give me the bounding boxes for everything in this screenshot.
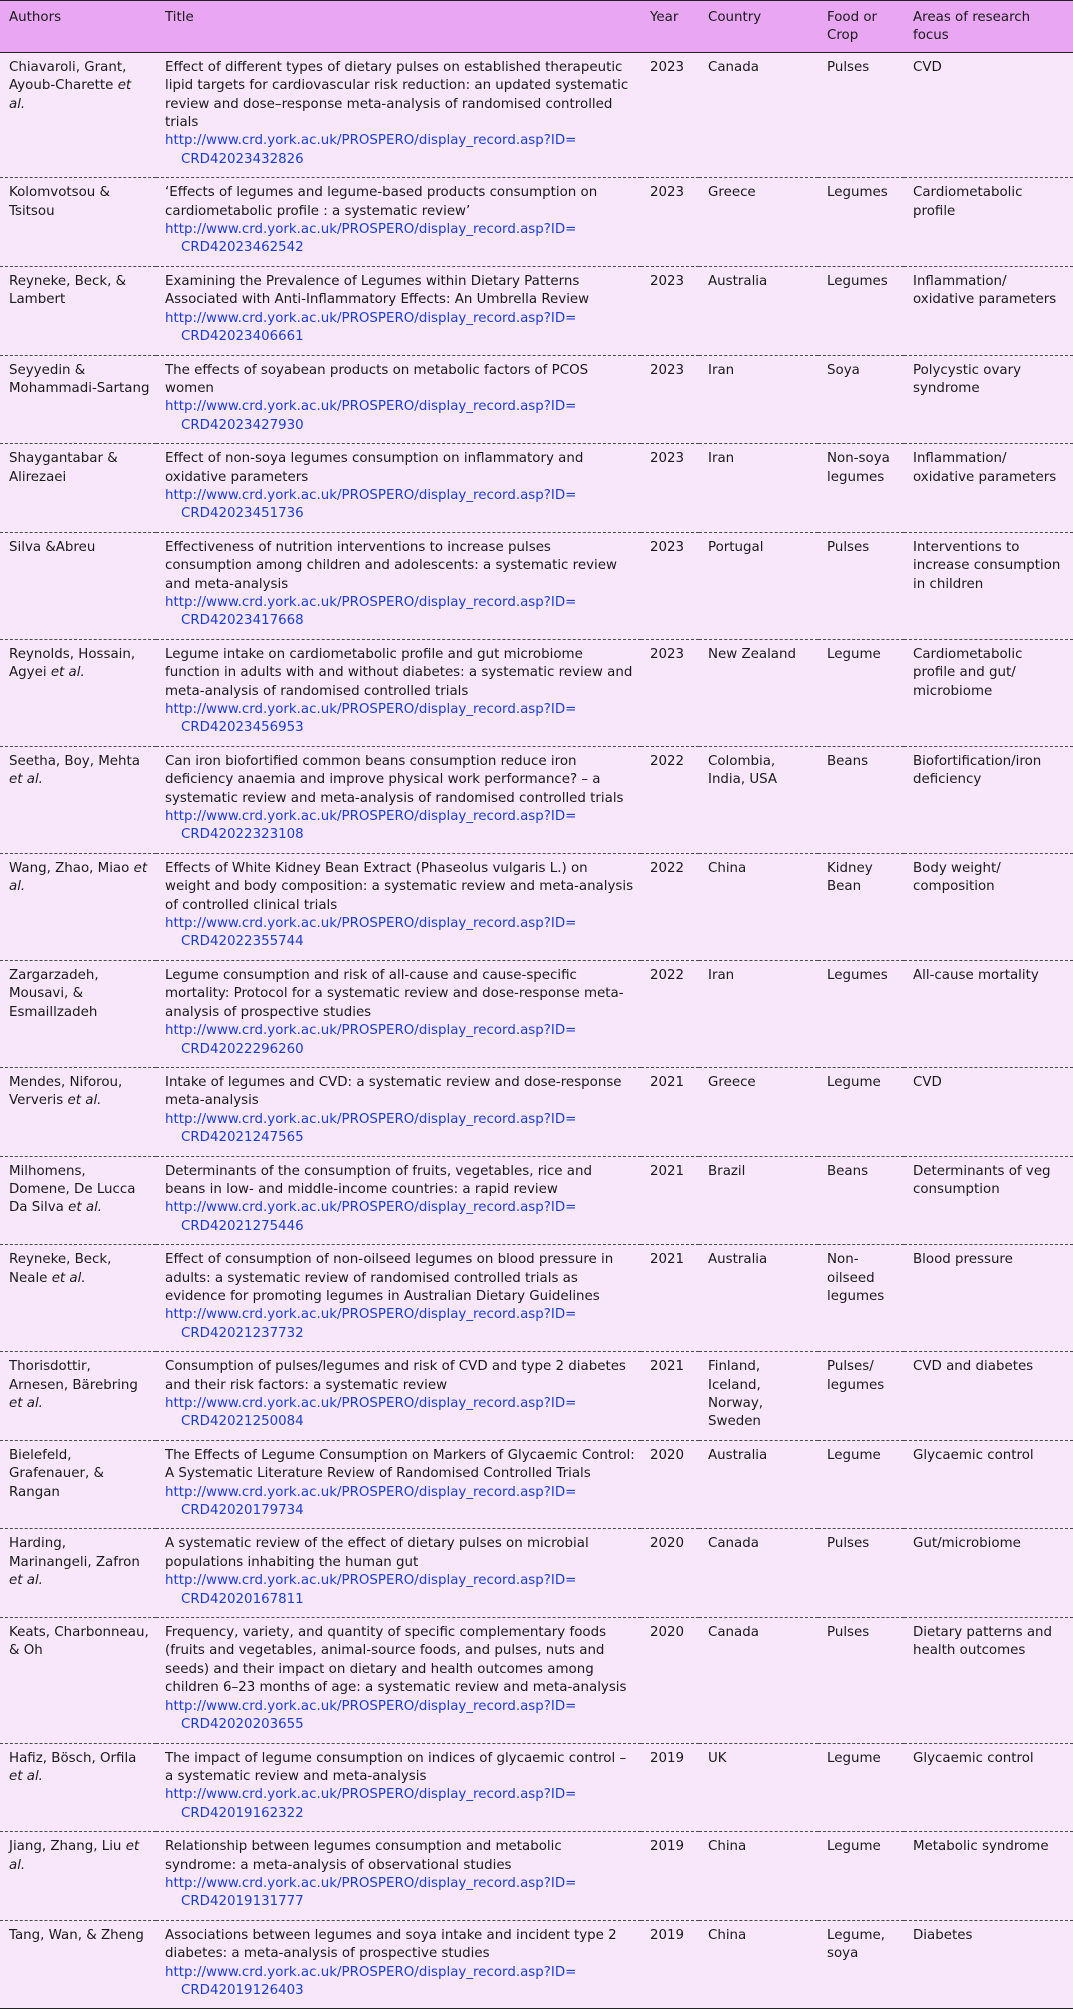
cell-authors — [0, 1618, 156, 1743]
prospero-link-id: CRD42019131777 — [181, 1894, 304, 1910]
et-al-text: et al. — [68, 1200, 103, 1216]
cell-country: Greece — [699, 1067, 818, 1156]
prospero-link[interactable] — [165, 808, 635, 845]
table-row — [0, 1529, 1073, 1618]
prospero-link[interactable] — [165, 1395, 635, 1432]
cell-title — [156, 355, 641, 444]
authors-text: Reyneke, Beck, & Lambert — [9, 273, 127, 308]
prospero-link-id: CRD42022296260 — [181, 1041, 304, 1057]
cell-food-or-crop: Pulses — [818, 1618, 904, 1743]
prospero-link-id: CRD42021247565 — [181, 1130, 304, 1146]
cell-year: 2021 — [641, 1156, 699, 1245]
prospero-link-url: http://www.crd.york.ac.uk/PROSPERO/display_record.asp?ID= — [165, 702, 577, 717]
cell-country: Portugal — [699, 532, 818, 639]
cell-title — [156, 1832, 641, 1921]
prospero-link-id: CRD42023406661 — [181, 329, 304, 345]
cell-year: 2022 — [641, 853, 699, 960]
cell-title — [156, 532, 641, 639]
authors-text: Hafiz, Bösch, Orfila — [9, 1750, 137, 1766]
cell-research-focus: Metabolic syndrome — [904, 1832, 1073, 1921]
cell-title — [156, 1156, 641, 1245]
cell-title — [156, 1529, 641, 1618]
table-row — [0, 52, 1073, 177]
cell-authors — [0, 1440, 156, 1529]
cell-country: New Zealand — [699, 639, 818, 746]
prospero-link-url: http://www.crd.york.ac.uk/PROSPERO/display_record.asp?ID= — [165, 916, 577, 932]
cell-research-focus: Gut/microbiome — [904, 1529, 1073, 1618]
cell-title — [156, 444, 641, 533]
authors-text: Keats, Charbonneau, & Oh — [9, 1625, 149, 1659]
cell-country: Canada — [699, 52, 818, 177]
prospero-link-id: CRD42022323108 — [181, 827, 304, 843]
prospero-link[interactable] — [165, 1572, 635, 1609]
cell-year: 2021 — [641, 1352, 699, 1441]
prospero-link[interactable] — [165, 1875, 635, 1912]
authors-text: Bielefeld, Grafenauer, & Rangan — [9, 1447, 104, 1500]
prospero-link-url: http://www.crd.york.ac.uk/PROSPERO/display_record.asp?ID= — [165, 133, 577, 149]
title-text: The impact of legume consumption on indices of glycaemic control – a systematic review and meta-analysis — [165, 1750, 627, 1784]
cell-food-or-crop: Pulses — [818, 1529, 904, 1618]
cell-food-or-crop: Legumes — [818, 266, 904, 355]
authors-text: Reynolds, Hossain, Agyei — [9, 646, 136, 681]
prospero-link-id: CRD42023432826 — [181, 151, 304, 167]
prospero-link-url: http://www.crd.york.ac.uk/PROSPERO/display_record.asp?ID= — [165, 594, 577, 610]
cell-research-focus: Polycystic ovary syndrome — [904, 355, 1073, 444]
cell-research-focus: All-cause mortality — [904, 960, 1073, 1067]
cell-authors — [0, 1529, 156, 1618]
prospero-link-url: http://www.crd.york.ac.uk/PROSPERO/display_record.asp?ID= — [165, 399, 577, 415]
cell-authors — [0, 1245, 156, 1352]
prospero-link-id: CRD42020203655 — [181, 1717, 304, 1733]
cell-country: Greece — [699, 178, 818, 267]
table-row — [0, 1440, 1073, 1529]
table-row — [0, 1245, 1073, 1352]
cell-research-focus: Biofortification/iron deficiency — [904, 746, 1073, 853]
cell-research-focus: Dietary patterns and health outcomes — [904, 1618, 1073, 1743]
header-title: Title — [165, 10, 194, 25]
authors-text: Chiavaroli, Grant, Ayoub-Charette — [9, 59, 127, 94]
prospero-link-url: http://www.crd.york.ac.uk/PROSPERO/display_record.asp?ID= — [165, 310, 577, 326]
cell-food-or-crop: Legumes — [818, 178, 904, 267]
title-text: Effects of White Kidney Bean Extract (Phaseolus vulgaris L.) on weight and body composition: a systematic review and meta-analysis of controlled clinical trials — [165, 860, 634, 913]
cell-food-or-crop: Kidney Bean — [818, 853, 904, 960]
prospero-link-id: CRD42020167811 — [181, 1591, 304, 1607]
prospero-link[interactable] — [165, 1698, 635, 1735]
prospero-link[interactable] — [165, 1964, 635, 2001]
cell-country: China — [699, 1832, 818, 1921]
prospero-link-id: CRD42023451736 — [181, 506, 304, 522]
authors-text: Jiang, Zhang, Liu — [9, 1839, 122, 1855]
header-authors: Authors — [9, 10, 62, 25]
cell-year: 2023 — [641, 444, 699, 533]
authors-text: Tang, Wan, & Zheng — [9, 1927, 144, 1943]
prospero-link-url: http://www.crd.york.ac.uk/PROSPERO/display_record.asp?ID= — [165, 1484, 577, 1500]
cell-year: 2022 — [641, 746, 699, 853]
title-text: Consumption of pulses/legumes and risk of CVD and type 2 diabetes and their risk factors: a systematic review — [165, 1359, 626, 1393]
cell-title — [156, 960, 641, 1067]
authors-text: Zargarzadeh, Mousavi, & Esmaillzadeh — [9, 967, 99, 1020]
cell-title — [156, 1440, 641, 1529]
authors-text: Reyneke, Beck, Neale — [9, 1252, 112, 1286]
prospero-link-id: CRD42022355744 — [181, 934, 304, 950]
cell-research-focus: Glycaemic control — [904, 1743, 1073, 1832]
cell-country: Australia — [699, 266, 818, 355]
table-row — [0, 1920, 1073, 2009]
prospero-link-id: CRD42021237732 — [181, 1325, 304, 1341]
cell-title — [156, 1920, 641, 2009]
cell-authors — [0, 1920, 156, 2009]
authors-text: Silva &Abreu — [9, 539, 96, 555]
table-row — [0, 444, 1073, 533]
prospero-link[interactable] — [165, 594, 635, 631]
cell-country: China — [699, 1920, 818, 2009]
cell-authors — [0, 1156, 156, 1245]
authors-text: Shaygantabar & Alirezaei — [9, 451, 118, 485]
cell-research-focus: Inflammation/ oxidative parameters — [904, 444, 1073, 533]
cell-research-focus: CVD — [904, 1067, 1073, 1156]
prospero-link[interactable] — [165, 1484, 635, 1521]
prospero-link-id: CRD42023427930 — [181, 417, 304, 433]
cell-year: 2023 — [641, 266, 699, 355]
cell-authors — [0, 532, 156, 639]
title-text: Associations between legumes and soya intake and incident type 2 diabetes: a meta-analysis of prospective studies — [165, 1927, 617, 1962]
cell-year: 2022 — [641, 960, 699, 1067]
et-al-text: et al. — [67, 1093, 102, 1109]
cell-food-or-crop: Legume — [818, 1832, 904, 1921]
prospero-link[interactable] — [165, 1111, 635, 1148]
cell-food-or-crop: Legume — [818, 1743, 904, 1832]
cell-country: Iran — [699, 355, 818, 444]
cell-authors — [0, 1352, 156, 1441]
cell-food-or-crop: Pulses/ legumes — [818, 1352, 904, 1441]
cell-authors — [0, 355, 156, 444]
cell-year: 2023 — [641, 355, 699, 444]
cell-authors — [0, 1067, 156, 1156]
prospero-link-url: http://www.crd.york.ac.uk/PROSPERO/display_record.asp?ID= — [165, 1111, 577, 1127]
header-food-or-crop: Food or Crop — [827, 10, 878, 44]
prospero-link-url: http://www.crd.york.ac.uk/PROSPERO/display_record.asp?ID= — [165, 1698, 577, 1714]
cell-title — [156, 1618, 641, 1743]
header-research-focus: Areas of research focus — [913, 10, 1031, 44]
et-al-text: et al. — [51, 1270, 86, 1286]
table-header — [0, 1, 1073, 53]
prospero-link[interactable] — [165, 487, 635, 524]
table-row — [0, 960, 1073, 1067]
prospero-link-url: http://www.crd.york.ac.uk/PROSPERO/display_record.asp?ID= — [165, 1396, 577, 1411]
title-text: Effectiveness of nutrition interventions to increase pulses consumption among children and adolescents: a systematic review and meta-analysis — [165, 539, 617, 592]
cell-year: 2023 — [641, 178, 699, 267]
et-al-text: et al. — [9, 1768, 43, 1784]
cell-food-or-crop: Legume, soya — [818, 1920, 904, 2009]
title-text: The Effects of Legume Consumption on Markers of Glycaemic Control: A Systematic Literature Review of Randomised Controlled Trials — [165, 1447, 635, 1482]
prospero-link-id: CRD42020179734 — [181, 1503, 304, 1519]
cell-food-or-crop: Beans — [818, 1156, 904, 1245]
cell-food-or-crop: Pulses — [818, 532, 904, 639]
cell-authors — [0, 266, 156, 355]
cell-year: 2019 — [641, 1743, 699, 1832]
cell-year: 2019 — [641, 1920, 699, 2009]
prospero-link-id: CRD42023417668 — [181, 613, 304, 629]
cell-research-focus: Blood pressure — [904, 1245, 1073, 1352]
cell-food-or-crop: Legumes — [818, 960, 904, 1067]
prospero-link[interactable] — [165, 1786, 635, 1823]
cell-title — [156, 853, 641, 960]
cell-year: 2019 — [641, 1832, 699, 1921]
et-al-text: et al. — [9, 1396, 43, 1411]
cell-research-focus: Diabetes — [904, 1920, 1073, 2009]
prospero-link-id: CRD42021275446 — [181, 1218, 304, 1234]
header-year: Year — [650, 10, 679, 25]
cell-title — [156, 1743, 641, 1832]
authors-text: Seyyedin & Mohammadi-Sartang — [9, 362, 150, 396]
et-al-text: et al. — [9, 1839, 140, 1873]
authors-text: Kolomvotsou & Tsitsou — [9, 185, 110, 219]
prospero-link-id: CRD42021250084 — [181, 1414, 304, 1430]
title-text: Legume intake on cardiometabolic profile and gut microbiome function in adults with and without diabetes: a systematic review and meta-analysis of randomised controlled trials — [165, 646, 633, 699]
table-row — [0, 1618, 1073, 1743]
cell-authors — [0, 853, 156, 960]
cell-research-focus: Inflammation/ oxidative parameters — [904, 266, 1073, 355]
prospero-link-id: CRD42019162322 — [181, 1805, 304, 1821]
title-text: ‘Effects of legumes and legume-based products consumption on cardiometabolic profile : a systematic review’ — [165, 185, 598, 219]
authors-text: Harding, Marinangeli, Zafron — [9, 1536, 140, 1570]
cell-title — [156, 52, 641, 177]
cell-authors — [0, 639, 156, 746]
table-row — [0, 1156, 1073, 1245]
cell-research-focus: Interventions to increase consumption in children — [904, 532, 1073, 639]
et-al-text: et al. — [50, 665, 85, 681]
cell-year: 2023 — [641, 639, 699, 746]
table-row — [0, 853, 1073, 960]
prospero-link-id: CRD42023456953 — [181, 720, 304, 736]
cell-title — [156, 1067, 641, 1156]
cell-food-or-crop: Beans — [818, 746, 904, 853]
prospero-link-id: CRD42019126403 — [181, 1982, 304, 1998]
cell-research-focus: Body weight/ composition — [904, 853, 1073, 960]
table-row — [0, 639, 1073, 746]
cell-year: 2023 — [641, 532, 699, 639]
et-al-text: et al. — [9, 78, 132, 112]
cell-food-or-crop: Legume — [818, 639, 904, 746]
cell-food-or-crop: Pulses — [818, 52, 904, 177]
cell-authors — [0, 1743, 156, 1832]
prospero-link[interactable] — [165, 1022, 635, 1059]
cell-research-focus: Determinants of veg consumption — [904, 1156, 1073, 1245]
cell-country: Canada — [699, 1529, 818, 1618]
title-text: Effect of different types of dietary pulses on established therapeutic lipid targets for cardiovascular risk reduction: an updated systematic review and dose–response meta-analysis of randomised controlled trials — [165, 59, 629, 131]
cell-country: Australia — [699, 1440, 818, 1529]
title-text: A systematic review of the effect of dietary pulses on microbial populations inhabiting the human gut — [165, 1536, 589, 1570]
cell-country: Finland, Iceland, Norway, Sweden — [699, 1352, 818, 1441]
cell-food-or-crop: Legume — [818, 1440, 904, 1529]
authors-text: Seetha, Boy, Mehta — [9, 753, 140, 769]
prospero-link-url: http://www.crd.york.ac.uk/PROSPERO/display_record.asp?ID= — [165, 222, 577, 238]
table-row — [0, 355, 1073, 444]
cell-research-focus: Glycaemic control — [904, 1440, 1073, 1529]
table-row — [0, 1352, 1073, 1441]
table-row — [0, 266, 1073, 355]
table-row — [0, 532, 1073, 639]
cell-title — [156, 1352, 641, 1441]
cell-food-or-crop: Non-soya legumes — [818, 444, 904, 533]
cell-year: 2020 — [641, 1529, 699, 1618]
prospero-link[interactable] — [165, 1199, 635, 1236]
authors-text: Mendes, Niforou, Ververis — [9, 1074, 123, 1109]
prospero-link-url: http://www.crd.york.ac.uk/PROSPERO/display_record.asp?ID= — [165, 809, 577, 825]
prospero-link[interactable] — [165, 915, 635, 952]
prospero-link-url: http://www.crd.york.ac.uk/PROSPERO/display_record.asp?ID= — [165, 1023, 577, 1039]
cell-country: Colombia, India, USA — [699, 746, 818, 853]
cell-authors — [0, 1832, 156, 1921]
prospero-link-url: http://www.crd.york.ac.uk/PROSPERO/display_record.asp?ID= — [165, 1200, 577, 1216]
title-text: Examining the Prevalence of Legumes within Dietary Patterns Associated with Anti-Inflammatory Effects: An Umbrella Review — [165, 273, 590, 308]
table-row — [0, 1743, 1073, 1832]
cell-year: 2021 — [641, 1067, 699, 1156]
cell-year: 2023 — [641, 52, 699, 177]
prospero-link-id: CRD42023462542 — [181, 240, 304, 256]
title-text: Frequency, variety, and quantity of specific complementary foods (fruits and vegetables, animal-source foods, and pulses, nuts and seeds) and their impact on dietary and health outcomes among children 6–23 months of age: a systematic review and meta-analysis — [165, 1625, 627, 1696]
et-al-text: et al. — [9, 772, 43, 788]
cell-title — [156, 178, 641, 267]
title-text: The effects of soyabean products on metabolic factors of PCOS women — [165, 362, 589, 396]
cell-country: UK — [699, 1743, 818, 1832]
cell-title — [156, 1245, 641, 1352]
title-text: Relationship between legumes consumption and metabolic syndrome: a meta-analysis of observational studies — [165, 1839, 562, 1873]
cell-research-focus: Cardiometabolic profile and gut/ microbiome — [904, 639, 1073, 746]
prospero-link[interactable] — [165, 398, 635, 435]
table-row — [0, 1832, 1073, 1921]
cell-year: 2021 — [641, 1245, 699, 1352]
table-row — [0, 746, 1073, 853]
et-al-text: et al. — [9, 1573, 43, 1589]
table-row — [0, 1067, 1073, 1156]
cell-research-focus: CVD — [904, 52, 1073, 177]
title-text: Effect of consumption of non-oilseed legumes on blood pressure in adults: a systematic review of randomised controlled trials as evidence for promoting legumes in Australian Dietary Guidelines — [165, 1252, 614, 1304]
cell-country: Brazil — [699, 1156, 818, 1245]
cell-country: Iran — [699, 444, 818, 533]
header-country: Country — [708, 10, 762, 25]
prospero-link[interactable] — [165, 1306, 635, 1343]
cell-country: Australia — [699, 1245, 818, 1352]
cell-year: 2020 — [641, 1618, 699, 1743]
cell-authors — [0, 444, 156, 533]
cell-title — [156, 266, 641, 355]
authors-text: Thorisdottir, Arnesen, Bärebring — [9, 1359, 138, 1393]
cell-authors — [0, 52, 156, 177]
cell-authors — [0, 746, 156, 853]
cell-authors — [0, 960, 156, 1067]
cell-food-or-crop: Legume — [818, 1067, 904, 1156]
prospero-link[interactable] — [165, 221, 635, 258]
title-text: Can iron biofortified common beans consumption reduce iron deficiency anaemia and improve physical work performance? – a systematic review and meta-analysis of randomised controlled trials — [165, 753, 624, 806]
prospero-link[interactable] — [165, 310, 635, 347]
title-text: Effect of non-soya legumes consumption on inflammatory and oxidative parameters — [165, 451, 584, 485]
title-text: Legume consumption and risk of all-cause and cause-specific mortality: Protocol for a systematic review and dose-response meta-analysis of prospective studies — [165, 967, 624, 1020]
cell-food-or-crop: Non-oilseed legumes — [818, 1245, 904, 1352]
title-text: Intake of legumes and CVD: a systematic review and dose-response meta-analysis — [165, 1074, 622, 1109]
prospero-link-url: http://www.crd.york.ac.uk/PROSPERO/display_record.asp?ID= — [165, 1787, 577, 1803]
cell-country: Iran — [699, 960, 818, 1067]
prospero-link-url: http://www.crd.york.ac.uk/PROSPERO/display_record.asp?ID= — [165, 487, 577, 503]
cell-year: 2020 — [641, 1440, 699, 1529]
cell-food-or-crop: Soya — [818, 355, 904, 444]
cell-country: Canada — [699, 1618, 818, 1743]
title-text: Determinants of the consumption of fruits, vegetables, rice and beans in low- and middle-income countries: a rapid review — [165, 1163, 592, 1197]
prospero-link-url: http://www.crd.york.ac.uk/PROSPERO/display_record.asp?ID= — [165, 1573, 577, 1589]
cell-authors — [0, 178, 156, 267]
prospero-link-url: http://www.crd.york.ac.uk/PROSPERO/display_record.asp?ID= — [165, 1964, 577, 1980]
prospero-link-url: http://www.crd.york.ac.uk/PROSPERO/display_record.asp?ID= — [165, 1307, 577, 1323]
et-al-text: et al. — [9, 860, 148, 895]
cell-research-focus: Cardiometabolic profile — [904, 178, 1073, 267]
table-body — [0, 52, 1073, 2009]
cell-title — [156, 639, 641, 746]
prospero-link-url: http://www.crd.york.ac.uk/PROSPERO/display_record.asp?ID= — [165, 1875, 577, 1891]
cell-research-focus: CVD and diabetes — [904, 1352, 1073, 1441]
authors-text: Milhomens, Domene, De Lucca Da Silva — [9, 1163, 136, 1216]
table-row — [0, 178, 1073, 267]
cell-country: China — [699, 853, 818, 960]
prospero-link[interactable] — [165, 701, 635, 738]
authors-text: Wang, Zhao, Miao — [9, 860, 130, 876]
cell-title — [156, 746, 641, 853]
prospero-link[interactable] — [165, 132, 635, 169]
